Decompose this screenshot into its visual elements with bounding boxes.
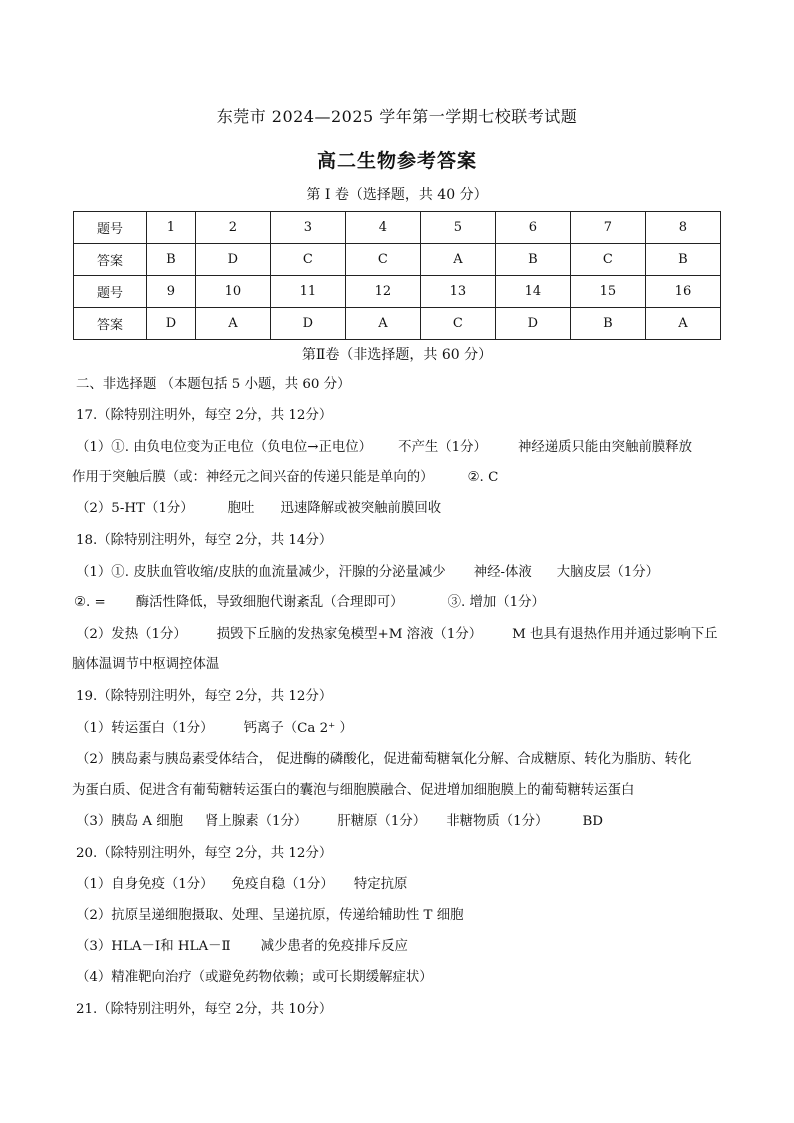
q20-answer-3-2: 减少患者的免疫排斥反应: [260, 939, 408, 954]
table-cell: 14: [495, 276, 570, 308]
q19-line3: 为蛋白质、促进含有葡萄糖转运蛋白的囊泡与细胞膜融合、促进增加细胞膜上的葡萄糖转运蛋白: [72, 783, 635, 798]
q18-line1: [76, 564, 659, 582]
table-cell: 7: [570, 212, 645, 244]
q20-answer-3-1: （3）HLA－Ⅰ和 HLA－Ⅱ: [76, 939, 231, 954]
table-cell: 9: [147, 276, 196, 308]
answer-table-row: [74, 308, 721, 340]
answer-key-title: 高二生物参考答案: [316, 150, 477, 172]
table-cell: 16: [645, 276, 720, 308]
table-cell: 10: [195, 276, 270, 308]
q21-title: 21.（除特别注明外，每空 2分，共 10分）: [76, 1002, 333, 1017]
q19-line4: [76, 813, 603, 831]
table-cell: A: [195, 308, 270, 340]
q18-line4: 脑体温调节中枢调控体温: [72, 657, 220, 672]
table-cell: B: [645, 244, 720, 276]
q19-answer-3-2: 肾上腺素（1分）: [205, 814, 308, 829]
row-label: 答案: [74, 244, 147, 276]
q18-line2: [74, 594, 545, 612]
q19-answer-3-4: 非糖物质（1分）: [446, 814, 549, 829]
table-cell: C: [570, 244, 645, 276]
q18-answer-1-2: 神经-体液: [473, 565, 532, 580]
q18-answer-2-2: 损毁下丘脑的发热家兔模型+M 溶液（1分）: [216, 627, 483, 642]
q19-answer-1-2: 钙离子（Ca 2⁺ ）: [243, 721, 353, 736]
q19-answer-3-3: 肝糖原（1分）: [337, 814, 427, 829]
q20-line3: [76, 938, 408, 956]
table-cell: B: [570, 308, 645, 340]
q18-answer-1-4: ②. =: [74, 595, 106, 610]
answer-table-row: [74, 212, 721, 244]
table-cell: C: [270, 244, 345, 276]
q17-answer-1-2: 不产生（1分）: [398, 440, 487, 455]
q19-line2: （2）胰岛素与胰岛素受体结合， 促进酶的磷酸化，促进葡萄糖氧化分解、合成糖原、转化为脂肪、转化: [76, 752, 692, 767]
table-cell: A: [645, 308, 720, 340]
q18-answer-1-3: 大脑皮层（1分）: [556, 565, 660, 580]
table-cell: 6: [495, 212, 570, 244]
q20-line2: （2）抗原呈递细胞摄取、处理、呈递抗原，传递给辅助性 T 细胞: [76, 908, 464, 923]
answer-table-row: [74, 244, 721, 276]
table-cell: 5: [420, 212, 495, 244]
table-cell: D: [270, 308, 345, 340]
q17-line3: [76, 500, 441, 518]
table-cell: C: [345, 244, 420, 276]
table-cell: 4: [345, 212, 420, 244]
part2-heading: 第Ⅱ卷（非选择题，共 60 分）: [301, 347, 493, 363]
q17-answer-1-3: 神经递质只能由突触前膜释放: [517, 440, 693, 455]
row-label: 题号: [74, 276, 147, 308]
answer-table-row: [74, 276, 721, 308]
q17-answer-1-3-cont: 作用于突触后膜（或：神经元之间兴奋的传递只能是单向的）: [72, 470, 434, 485]
q18-answer-1-6: ③. 增加（1分）: [447, 595, 545, 610]
q17-answer-1-1: （1）①. 由负电位变为正电位（负电位→正电位）: [76, 440, 373, 455]
table-cell: 13: [420, 276, 495, 308]
q19-answer-3-5: BD: [582, 814, 604, 829]
table-cell: B: [495, 244, 570, 276]
q17-line1: [76, 439, 692, 457]
q20-answer-1-3: 特定抗原: [353, 877, 408, 892]
row-label: 答案: [74, 308, 147, 340]
table-cell: D: [195, 244, 270, 276]
q18-title: 18.（除特别注明外，每空 2分，共 14分）: [76, 533, 333, 548]
table-cell: D: [147, 308, 196, 340]
table-cell: 11: [270, 276, 345, 308]
section2-heading: 二、非选择题 （本题包括 5 小题，共 60 分）: [76, 377, 351, 392]
q18-answer-1-1: （1）①. 皮肤血管收缩/皮肤的血流量减少，汗腺的分泌量减少: [76, 565, 446, 580]
q17-answer-2-3: 迅速降解或被突触前膜回收: [280, 501, 442, 516]
answer-table-body: [74, 212, 721, 340]
table-cell: 12: [345, 276, 420, 308]
q18-answer-2-3: M 也具有退热作用并通过影响下丘: [512, 627, 718, 642]
multiple-choice-answer-table: [73, 211, 721, 340]
q17-answer-2-2: 胞吐: [227, 501, 255, 516]
table-cell: C: [420, 308, 495, 340]
q18-answer-2-1: （2）发热（1分）: [76, 627, 187, 642]
table-cell: 3: [270, 212, 345, 244]
q20-title: 20.（除特别注明外，每空 2分，共 12分）: [76, 846, 333, 861]
q18-answer-1-5: 酶活性降低，导致细胞代谢紊乱（合理即可）: [135, 595, 404, 610]
row-label: 题号: [74, 212, 147, 244]
q17-title: 17.（除特别注明外，每空 2分，共 12分）: [76, 408, 333, 423]
q18-line3: [76, 626, 718, 644]
q17-answer-2-1: （2）5-HT（1分）: [76, 501, 194, 516]
table-cell: A: [420, 244, 495, 276]
exam-title: 东莞市 2024—2025 学年第一学期七校联考试题: [216, 107, 578, 126]
q17-line2: [72, 469, 498, 487]
q19-line1: [76, 720, 353, 738]
q20-answer-1-1: （1）自身免疫（1分）: [76, 877, 214, 892]
q19-title: 19.（除特别注明外，每空 2分，共 12分）: [76, 689, 333, 704]
part1-heading: 第 I 卷（选择题，共 40 分）: [306, 187, 488, 203]
table-cell: 15: [570, 276, 645, 308]
table-cell: B: [147, 244, 196, 276]
table-cell: 8: [645, 212, 720, 244]
q20-line1: [76, 876, 407, 894]
q20-line4: （4）精准靶向治疗（或避免药物依赖；或可长期缓解症状）: [76, 970, 433, 985]
q17-answer-1-4: ②. C: [467, 470, 499, 485]
q20-answer-1-2: 免疫自稳（1分）: [231, 877, 334, 892]
table-cell: 2: [195, 212, 270, 244]
q19-answer-1-1: （1）转运蛋白（1分）: [76, 721, 214, 736]
table-cell: D: [495, 308, 570, 340]
table-cell: A: [345, 308, 420, 340]
q19-answer-3-1: （3）胰岛 A 细胞: [76, 814, 184, 829]
table-cell: 1: [147, 212, 196, 244]
